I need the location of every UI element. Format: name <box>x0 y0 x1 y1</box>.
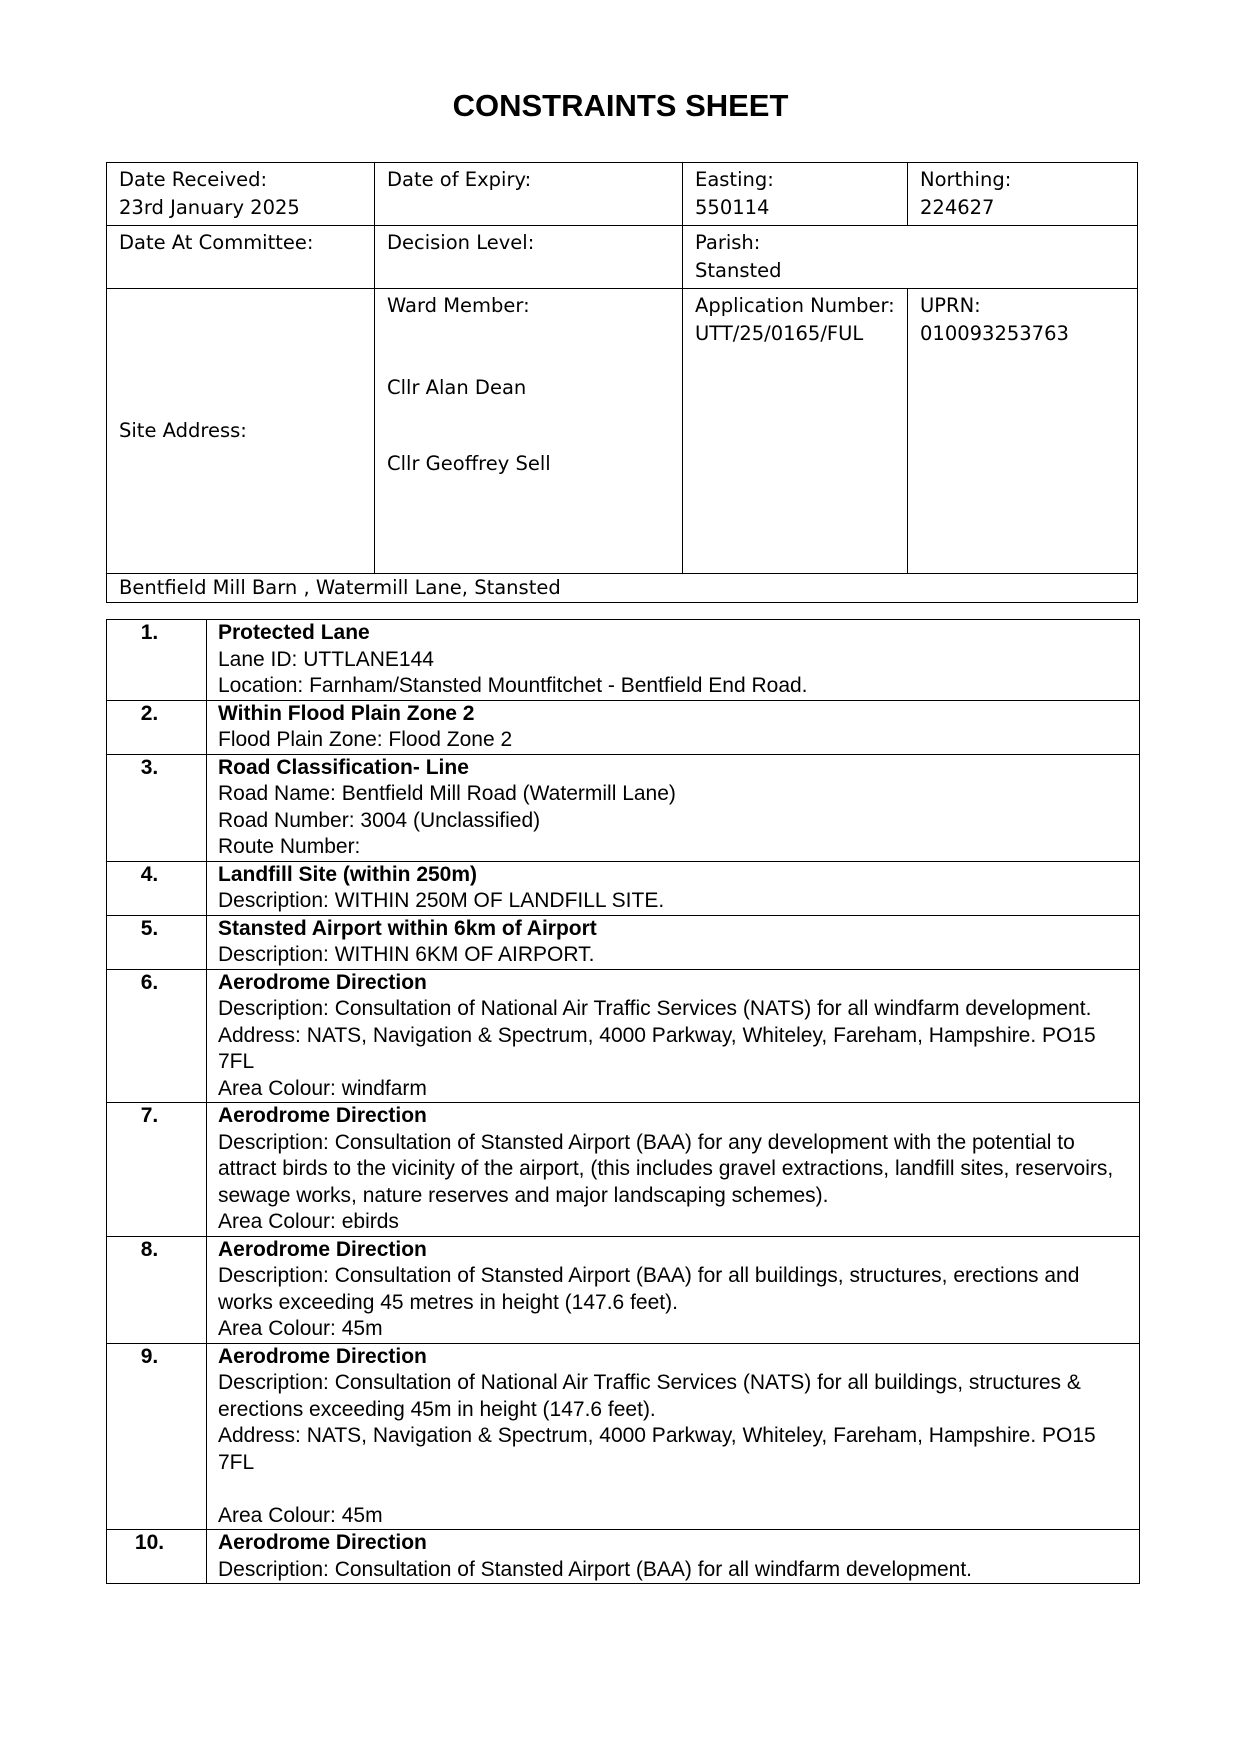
constraint-number: 7. <box>107 1103 207 1237</box>
constraint-title: Aerodrome Direction <box>218 1344 427 1368</box>
constraint-body <box>207 861 1140 915</box>
date-expiry-cell <box>375 163 683 226</box>
constraint-title: Stansted Airport within 6km of Airport <box>218 916 597 940</box>
constraint-detail-line: Area Colour: ebirds <box>218 1210 399 1233</box>
northing-label: Northing: <box>920 168 1012 191</box>
constraint-title: Aerodrome Direction <box>218 1237 427 1261</box>
constraint-title: Within Flood Plain Zone 2 <box>218 701 475 725</box>
date-committee-label: Date At Committee: <box>119 231 314 254</box>
constraint-row <box>107 861 1140 915</box>
constraint-number: 4. <box>107 861 207 915</box>
constraint-detail-line: Location: Farnham/Stansted Mountfitchet - Bentfield End Road. <box>218 674 808 697</box>
constraint-detail-line: Address: NATS, Navigation & Spectrum, 4000 Parkway, Whiteley, Fareham, Hampshire. PO15 7FL <box>218 1424 1096 1474</box>
constraint-row <box>107 700 1140 754</box>
date-committee-cell <box>107 226 375 289</box>
constraint-row <box>107 754 1140 861</box>
application-number-value: UTT/25/0165/FUL <box>695 322 864 345</box>
constraint-detail-line: Description: Consultation of National Air Traffic Services (NATS) for all windfarm development. <box>218 997 1092 1020</box>
constraint-body <box>207 1343 1140 1530</box>
constraint-row <box>107 1236 1140 1343</box>
constraint-detail-line: Description: Consultation of Stansted Airport (BAA) for any development with the potential to attract birds to the vicinity of the airport, (this includes gravel extractions, landfill sites, reservoirs, sewage works, nature reserves and major landscaping schemes). <box>218 1130 1114 1207</box>
page-title: CONSTRAINTS SHEET <box>452 88 789 123</box>
date-expiry-label: Date of Expiry: <box>387 168 532 191</box>
constraint-detail-line: Description: WITHIN 6KM OF AIRPORT. <box>218 943 595 966</box>
site-address-value-cell <box>107 574 1138 603</box>
constraint-detail-line: Lane ID: UTTLANE144 <box>218 647 434 671</box>
constraint-row <box>107 620 1140 701</box>
ward-member-cell <box>375 289 683 574</box>
uprn-cell <box>908 289 1138 574</box>
constraint-number: 2. <box>107 700 207 754</box>
parish-value: Stansted <box>695 259 782 282</box>
constraint-number: 3. <box>107 754 207 861</box>
uprn-label: UPRN: <box>920 294 981 317</box>
constraint-row <box>107 969 1140 1103</box>
constraint-number: 6. <box>107 969 207 1103</box>
date-received-value: 23rd January 2025 <box>119 196 300 219</box>
constraint-detail-line: Description: Consultation of Stansted Airport (BAA) for all buildings, structures, erections and works exceeding 45 metres in height (147.6 feet). <box>218 1264 1080 1314</box>
decision-level-label: Decision Level: <box>387 231 535 254</box>
constraint-row <box>107 1343 1140 1530</box>
constraint-body <box>207 620 1140 701</box>
decision-level-cell <box>375 226 683 289</box>
constraint-body <box>207 754 1140 861</box>
constraint-body <box>207 1530 1140 1584</box>
constraint-detail-line: Flood Plain Zone: Flood Zone 2 <box>218 728 513 751</box>
constraint-title: Aerodrome Direction <box>218 970 427 994</box>
northing-value: 224627 <box>920 196 995 219</box>
constraint-number: 8. <box>107 1236 207 1343</box>
ward-member-label: Ward Member: <box>387 294 530 317</box>
constraint-title: Protected Lane <box>218 621 370 644</box>
date-received-label: Date Received: <box>119 168 268 191</box>
constraint-body <box>207 1103 1140 1237</box>
northing-cell <box>908 163 1138 226</box>
application-number-cell <box>683 289 908 574</box>
constraint-body <box>207 700 1140 754</box>
constraint-row <box>107 1530 1140 1584</box>
blank-line <box>218 1476 1133 1503</box>
constraint-number: 9. <box>107 1343 207 1530</box>
constraint-number: 5. <box>107 915 207 969</box>
constraint-title: Aerodrome Direction <box>218 1104 427 1127</box>
constraint-detail-line: Route Number: <box>218 835 361 858</box>
constraint-number: 1. <box>107 620 207 701</box>
constraint-body <box>207 1236 1140 1343</box>
easting-cell <box>683 163 908 226</box>
constraint-body <box>207 915 1140 969</box>
constraint-detail-line: Address: NATS, Navigation & Spectrum, 4000 Parkway, Whiteley, Fareham, Hampshire. PO15 7FL <box>218 1023 1096 1073</box>
constraint-title: Landfill Site (within 250m) <box>218 862 478 886</box>
constraint-detail-line: Area Colour: windfarm <box>218 1076 427 1100</box>
application-info-table <box>106 162 1138 603</box>
ward-member-name: Cllr Alan Dean <box>387 376 527 399</box>
easting-value: 550114 <box>695 196 770 219</box>
constraint-detail-line: Road Name: Bentfield Mill Road (Watermill Lane) <box>218 782 676 805</box>
site-address-label-cell <box>107 289 375 574</box>
site-address-value: Bentfield Mill Barn , Watermill Lane, Stansted <box>119 576 561 599</box>
constraint-detail-line: Description: Consultation of Stansted Airport (BAA) for all windfarm development. <box>218 1557 973 1581</box>
constraint-detail-line: Area Colour: 45m <box>218 1503 383 1527</box>
constraint-detail-line: Description: Consultation of National Air Traffic Services (NATS) for all buildings, structures & erections exceeding 45m in height (147.6 feet). <box>218 1371 1081 1421</box>
date-received-cell <box>107 163 375 226</box>
constraint-detail-line: Area Colour: 45m <box>218 1317 383 1340</box>
constraint-detail-line: Description: WITHIN 250M OF LANDFILL SITE. <box>218 889 665 912</box>
constraint-row <box>107 1103 1140 1237</box>
ward-member-name: Cllr Geoffrey Sell <box>387 452 551 475</box>
site-address-label: Site Address: <box>119 419 247 442</box>
constraint-number: 10. <box>107 1530 207 1584</box>
parish-cell <box>683 226 1138 289</box>
application-number-label: Application Number: <box>695 294 895 317</box>
constraint-title: Aerodrome Direction <box>218 1531 427 1554</box>
constraint-body <box>207 969 1140 1103</box>
constraint-title: Road Classification- Line <box>218 755 469 779</box>
easting-label: Easting: <box>695 168 774 191</box>
uprn-value: 010093253763 <box>920 322 1069 345</box>
constraint-detail-line: Road Number: 3004 (Unclassified) <box>218 808 541 832</box>
constraints-table <box>106 619 1140 1584</box>
constraint-row <box>107 915 1140 969</box>
parish-label: Parish: <box>695 231 761 254</box>
